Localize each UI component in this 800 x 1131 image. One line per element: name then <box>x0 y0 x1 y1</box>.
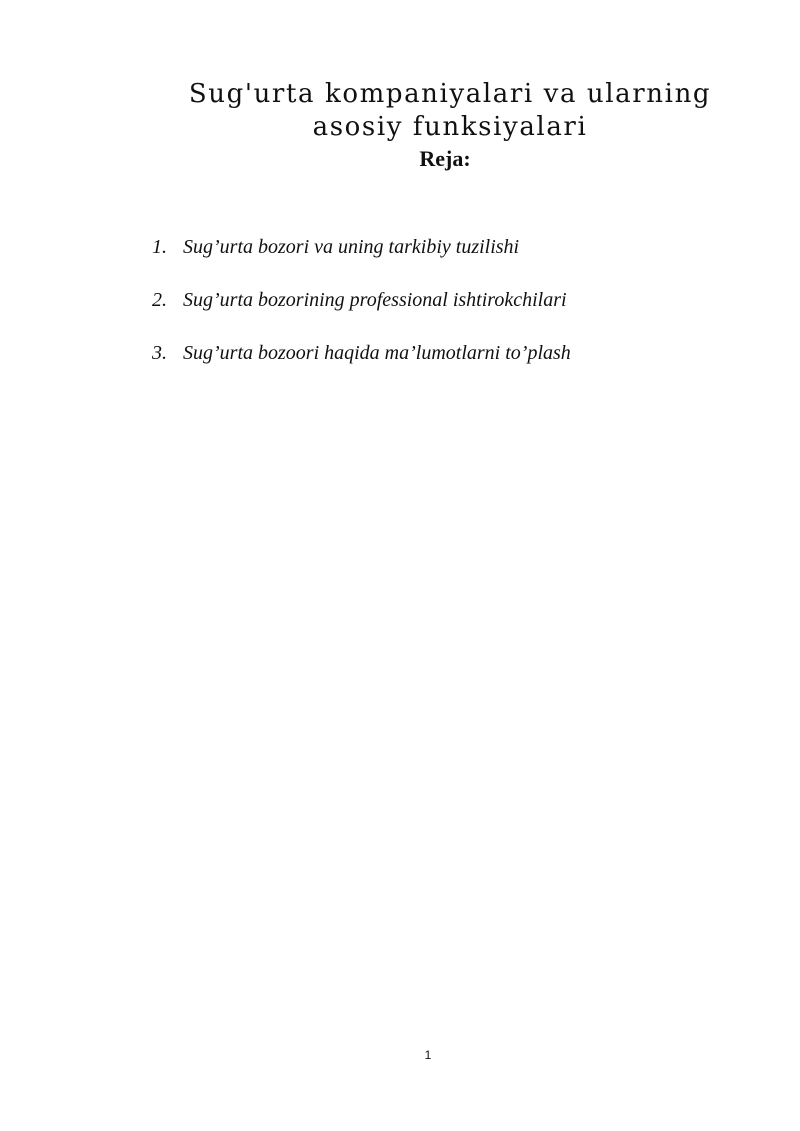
plan-item-text: Sug’urta bozori va uning tarkibiy tuzilishi <box>183 236 520 258</box>
plan-item-number: 1. <box>152 236 167 258</box>
plan-heading: Reja: <box>419 146 471 171</box>
page-number: 1 <box>424 1048 432 1062</box>
plan-item <box>152 236 571 289</box>
plan-item-text: Sug’urta bozorining professional ishtirokchilari <box>183 289 567 311</box>
document-title: Sug'urta kompaniyalari va ularning asosiy funksiyalari <box>188 79 712 142</box>
plan-item-number: 3. <box>152 342 167 364</box>
plan-item <box>152 342 571 395</box>
plan-list <box>152 236 571 395</box>
plan-item-text: Sug’urta bozoori haqida ma’lumotlarni to’plash <box>183 342 571 364</box>
plan-item <box>152 289 571 342</box>
plan-item-number: 2. <box>152 289 167 311</box>
